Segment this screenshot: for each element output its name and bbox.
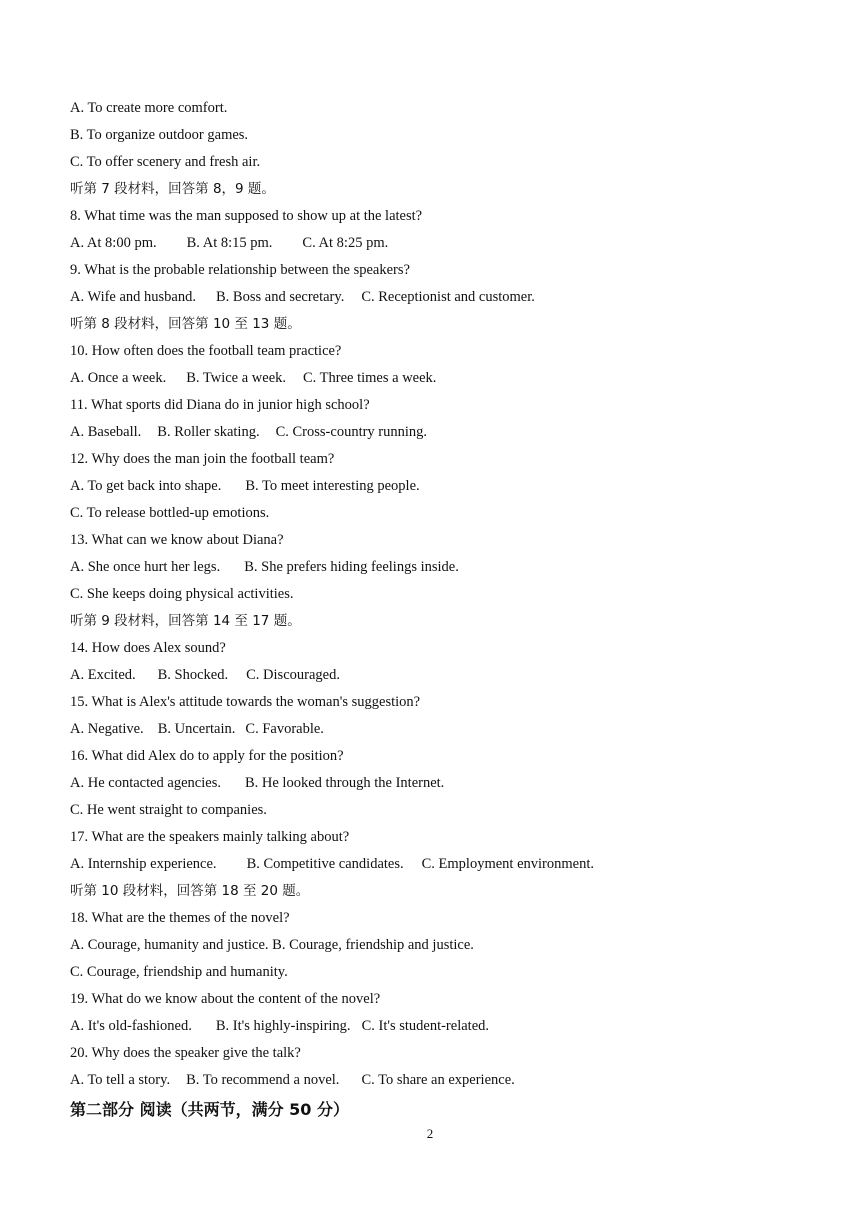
answer-option: C. At 8:25 pm. (302, 235, 389, 251)
answer-option: B. Shocked. (157, 667, 229, 683)
answer-option: B. To recommend a novel. (186, 1072, 340, 1088)
answer-option: B. She prefers hiding feelings inside. (244, 559, 459, 575)
question-text: 13. What can we know about Diana? (70, 532, 284, 548)
answer-options (70, 1067, 790, 1094)
question-text: 16. What did Alex do to apply for the position? (70, 748, 344, 764)
answer-option: B. At 8:15 pm. (186, 235, 273, 251)
answer-option: A. Wife and husband. (70, 289, 196, 305)
question-text: 9. What is the probable relationship between the speakers? (70, 262, 410, 278)
answer-option: B. He looked through the Internet. (244, 775, 445, 791)
answer-options (70, 473, 790, 500)
answer-option: A. She once hurt her legs. (70, 559, 221, 575)
answer-option: A. To create more comfort. (70, 100, 228, 116)
answer-option: A. Internship experience. (70, 856, 217, 872)
answer-option: C. It's student-related. (361, 1018, 490, 1034)
answer-option: C. Employment environment. (421, 856, 594, 872)
answer-option: A. Excited. (70, 667, 136, 683)
question-text: 18. What are the themes of the novel? (70, 910, 290, 926)
answer-option: B. Twice a week. (186, 370, 286, 386)
answer-option: C. Three times a week. (303, 370, 437, 386)
answer-options (70, 230, 790, 257)
listening-instruction: 听第 10 段材料，回答第 18 至 20 题。 (70, 883, 310, 899)
question-text: 15. What is Alex's attitude towards the woman's suggestion? (70, 694, 421, 710)
answer-option: C. To release bottled-up emotions. (70, 505, 270, 521)
answer-options (70, 284, 790, 311)
answer-option: A. Baseball. (70, 424, 142, 440)
answer-option: C. She keeps doing physical activities. (70, 586, 294, 602)
answer-option: C. Cross-country running. (275, 424, 428, 440)
answer-option: B. To organize outdoor games. (70, 127, 249, 143)
answer-options (70, 365, 790, 392)
answer-option: C. Favorable. (245, 721, 324, 737)
answer-option: A. It's old-fashioned. (70, 1018, 192, 1034)
answer-option: A. To get back into shape. (70, 478, 222, 494)
question-text: 19. What do we know about the content of the novel? (70, 991, 381, 1007)
answer-option: A. At 8:00 pm. (70, 235, 157, 251)
answer-option: A. Courage, humanity and justice. B. Courage, friendship and justice. (70, 937, 474, 953)
answer-options (70, 770, 790, 797)
answer-option: B. To meet interesting people. (245, 478, 420, 494)
answer-option: C. Receptionist and customer. (361, 289, 535, 305)
answer-option: B. Uncertain. (157, 721, 236, 737)
answer-options (70, 851, 790, 878)
answer-options (70, 554, 790, 581)
answer-option: A. Negative. (70, 721, 144, 737)
listening-instruction: 听第 9 段材料，回答第 14 至 17 题。 (70, 613, 301, 629)
answer-options (70, 1013, 790, 1040)
answer-option: C. To offer scenery and fresh air. (70, 154, 261, 170)
page-number: 2 (426, 1126, 434, 1141)
question-text: 20. Why does the speaker give the talk? (70, 1045, 301, 1061)
question-text: 11. What sports did Diana do in junior high school? (70, 397, 370, 413)
answer-option: A. He contacted agencies. (70, 775, 221, 791)
question-text: 10. How often does the football team practice? (70, 343, 342, 359)
answer-option: B. Roller skating. (157, 424, 260, 440)
question-text: 14. How does Alex sound? (70, 640, 226, 656)
question-text: 17. What are the speakers mainly talking about? (70, 829, 350, 845)
question-text: 8. What time was the man supposed to show up at the latest? (70, 208, 423, 224)
answer-options (70, 419, 790, 446)
listening-instruction: 听第 7 段材料，回答第 8，9 题。 (70, 181, 275, 197)
listening-instruction: 听第 8 段材料，回答第 10 至 13 题。 (70, 316, 301, 332)
answer-option: A. To tell a story. (70, 1072, 171, 1088)
answer-option: B. Competitive candidates. (246, 856, 404, 872)
question-text: 12. Why does the man join the football team? (70, 451, 335, 467)
answer-option: B. Boss and secretary. (216, 289, 345, 305)
answer-options (70, 662, 790, 689)
section-heading: 第二部分 阅读（共两节，满分 50 分） (70, 1100, 349, 1119)
answer-option: C. He went straight to companies. (70, 802, 267, 818)
answer-option: C. To share an experience. (361, 1072, 515, 1088)
answer-options (70, 716, 790, 743)
answer-option: C. Discouraged. (246, 667, 340, 683)
answer-option: B. It's highly-inspiring. (215, 1018, 351, 1034)
document-body (70, 95, 790, 1125)
answer-option: A. Once a week. (70, 370, 167, 386)
answer-option: C. Courage, friendship and humanity. (70, 964, 288, 980)
